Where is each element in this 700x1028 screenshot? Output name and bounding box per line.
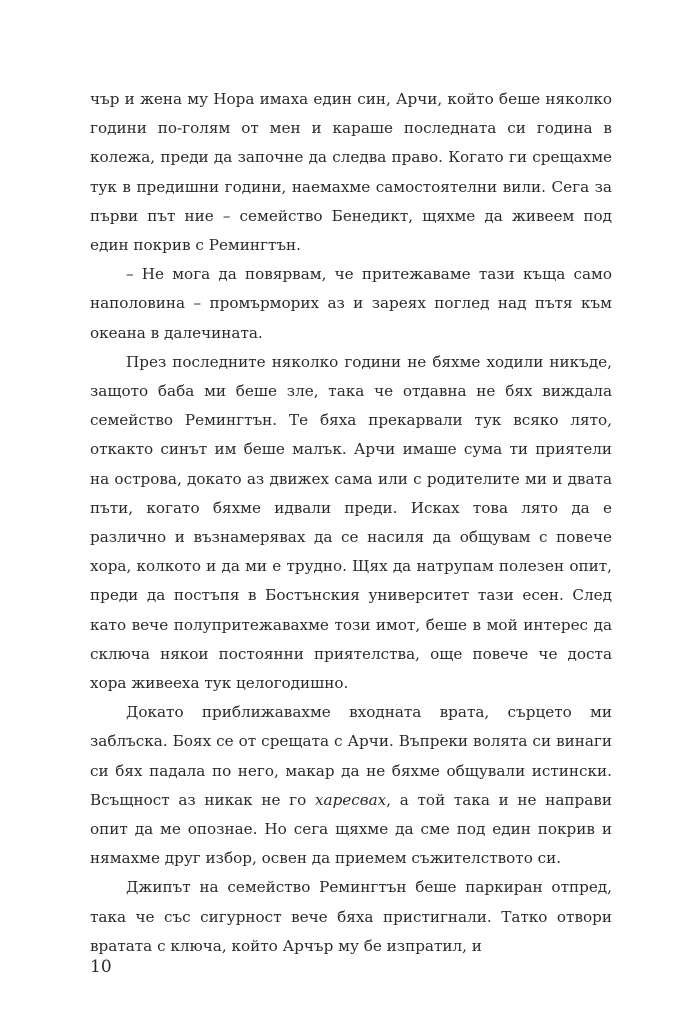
paragraph-4-text-start: Докато приближавахме входната врата, сърцето ми заблъска. Боях се от срещата с Арчи. Въпреки волята си винаги си бях падала по него, макар да не бяхме общували истински. Всъщност аз никак не го xyxy=(90,703,612,809)
paragraph-3 xyxy=(90,348,612,698)
paragraph-4 xyxy=(90,698,612,873)
paragraph-4-emphasis: харесвах xyxy=(314,790,387,809)
paragraph-2 xyxy=(90,260,612,348)
paragraph-5-text: Джипът на семейство Ремингтън беше паркиран отпред, така че със сигурност вече бяха пристигнали. Татко отвори вратата с ключа, който Арчър му бе изпратил, и xyxy=(90,878,612,955)
paragraph-5 xyxy=(90,873,612,961)
page-number: 10 xyxy=(90,957,112,977)
paragraph-2-text: – Не мога да повярвам, че притежаваме тази къща само наполовина – промърморих аз и зареях поглед над пътя към океана в далечината. xyxy=(90,265,612,342)
paragraph-4-text-end: , а той така и не направи опит да ме опознае. Но сега щяхме да сме под един покрив и нямахме друг избор, освен да приемем съжителството си. xyxy=(90,790,612,868)
paragraph-1-text: чър и жена му Нора имаха един син, Арчи, който беше няколко години по-голям от мен и караше последната си година в колежа, преди да започне да следва право. Когато ги срещахме тук в предишни години, наемахме самостоятелни вили. Сега за първи път ние – семейство Бенедикт, щяхме да живеем под един покрив с Ремингтън. xyxy=(90,90,612,255)
body-text xyxy=(90,85,612,961)
paragraph-1 xyxy=(90,85,612,260)
paragraph-3-text: През последните няколко години не бяхме ходили никъде, защото баба ми беше зле, така че отдавна не бях виждала семейство Ремингтън. Те бяха прекарвали тук всяко лято, откакто синът им беше малък. Арчи имаше сума ти приятели на острова, докато аз движех сама или с родителите ми и двата пъти, когато бяхме идвали преди. Исках това лято да е различно и възнамерявах да се насиля да общувам с повече хора, колкото и да ми е трудно. Щях да натрупам полезен опит, преди да постъпя в Бостънския университет тази есен. След като вече полупритежавахме този имот, беше в мой интерес да сключа някои постоянни приятелства, още повече че доста хора живееха тук целогодишно. xyxy=(90,352,612,693)
